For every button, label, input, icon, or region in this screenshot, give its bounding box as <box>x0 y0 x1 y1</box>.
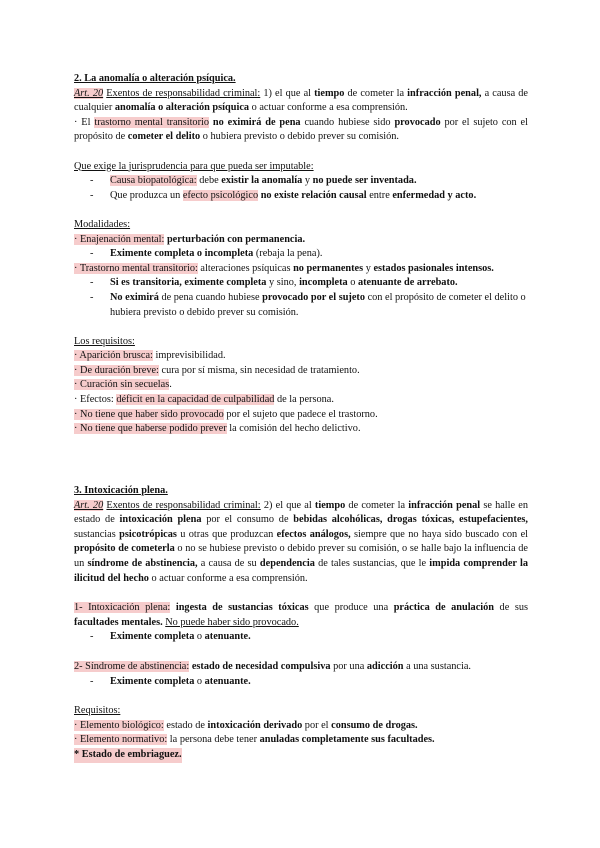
jurisprudencia-heading: Que exige la jurisprudencia para que pueda ser imputable: <box>74 160 314 172</box>
requisitos-heading: Requisitos: <box>74 705 121 717</box>
list-item: · No tiene que haber sido provocado por el sujeto que padece el trastorno. <box>74 408 378 420</box>
list-item: - Si es transitoria, eximente completa y sino, incompleta o atenuante de arrebato. <box>74 276 528 291</box>
list-item: · Trastorno mental transitorio: alteraciones psíquicas no permanentes y estados pasionales intensos. <box>74 262 494 274</box>
section-title: 3. Intoxicación plena. <box>74 485 168 496</box>
article-paragraph: Art. 20 Exentos de responsabilidad criminal: 2) el que al tiempo de cometer la infracción penal se halle en estado de intoxicación plena por el consumo de bebidas alcohólicas, drogas tóxicas, estupefacientes, sustancias psicotrópicas u otras que produzcan efectos análogos, siempre que no haya sido buscado con el propósito de cometerla o no se hubiese previsto o debido prever su comisión, o se halle bajo la influencia de un síndrome de abstinencia, a causa de su dependencia de tales sustancias, que le impida comprender la ilicitud del hecho o actuar conforme a esa comprensión. <box>74 499 529 584</box>
list-item: · De duración breve: cura por sí misma, sin necesidad de tratamiento. <box>74 364 360 376</box>
list-item: · Elemento normativo: la persona debe tener anuladas completamente sus facultades. <box>74 734 435 746</box>
list-item: · No tiene que haberse podido prever la comisión del hecho delictivo. <box>74 423 361 435</box>
list-item: · Curación sin secuelas. <box>74 379 172 391</box>
list-item: - Causa biopatológica: debe existir la anomalía y no puede ser inventada. <box>74 174 528 189</box>
abstinencia-item: 2- Síndrome de abstinencia: estado de necesidad compulsiva por una adicción a una sustancia. <box>74 660 471 672</box>
article-paragraph: Art. 20 Exentos de responsabilidad criminal: 1) el que al tiempo de cometer la infracción penal, a causa de cualquier anomalía o alteración psíquica o actuar conforme a esa comprensión. <box>74 87 528 114</box>
list-item: - No eximirá de pena cuando hubiese provocado por el sujeto con el propósito de cometer el delito o hubiera previsto o debido prever su comisión. <box>74 291 528 320</box>
section-anomalia <box>74 72 528 437</box>
embriaguez-note: * Estado de embriaguez. <box>74 748 182 763</box>
list-item: - Eximente completa o incompleta (rebaja la pena). <box>74 247 528 262</box>
article-reference: Art. 20 <box>74 499 104 511</box>
list-item: · Enajenación mental: perturbación con permanencia. <box>74 233 306 245</box>
exentos-label: Exentos de responsabilidad criminal: <box>106 499 261 511</box>
exentos-label: Exentos de responsabilidad criminal: <box>106 87 261 99</box>
requisitos-heading: Los requisitos: <box>74 335 135 347</box>
list-item: · Aparición brusca: imprevisibilidad. <box>74 350 226 362</box>
section-intoxicacion <box>74 484 528 763</box>
modalidades-heading: Modalidades: <box>74 218 131 230</box>
intoxicacion-item: 1- Intoxicación plena: ingesta de sustancias tóxicas que produce una práctica de anulación de sus facultades mentales. No puede haber sido provocado. <box>74 602 528 628</box>
article-reference: Art. 20 <box>74 87 104 99</box>
section-title: 2. La anomalía o alteración psíquica. <box>74 73 236 84</box>
list-item: - Que produzca un efecto psicológico no existe relación causal entre enfermedad y acto. <box>74 189 528 204</box>
list-item: - Eximente completa o atenuante. <box>74 675 528 690</box>
list-item: - Eximente completa o atenuante. <box>74 630 528 645</box>
list-item: · Elemento biológico: estado de intoxicación derivado por el consumo de drogas. <box>74 719 418 731</box>
trastorno-paragraph: · El trastorno mental transitorio no eximirá de pena cuando hubiese sido provocado por el sujeto con el propósito de cometer el delito o hubiera previsto o debido prever su comisión. <box>74 116 528 143</box>
list-item: · Efectos: déficit en la capacidad de culpabilidad de la persona. <box>74 394 334 406</box>
